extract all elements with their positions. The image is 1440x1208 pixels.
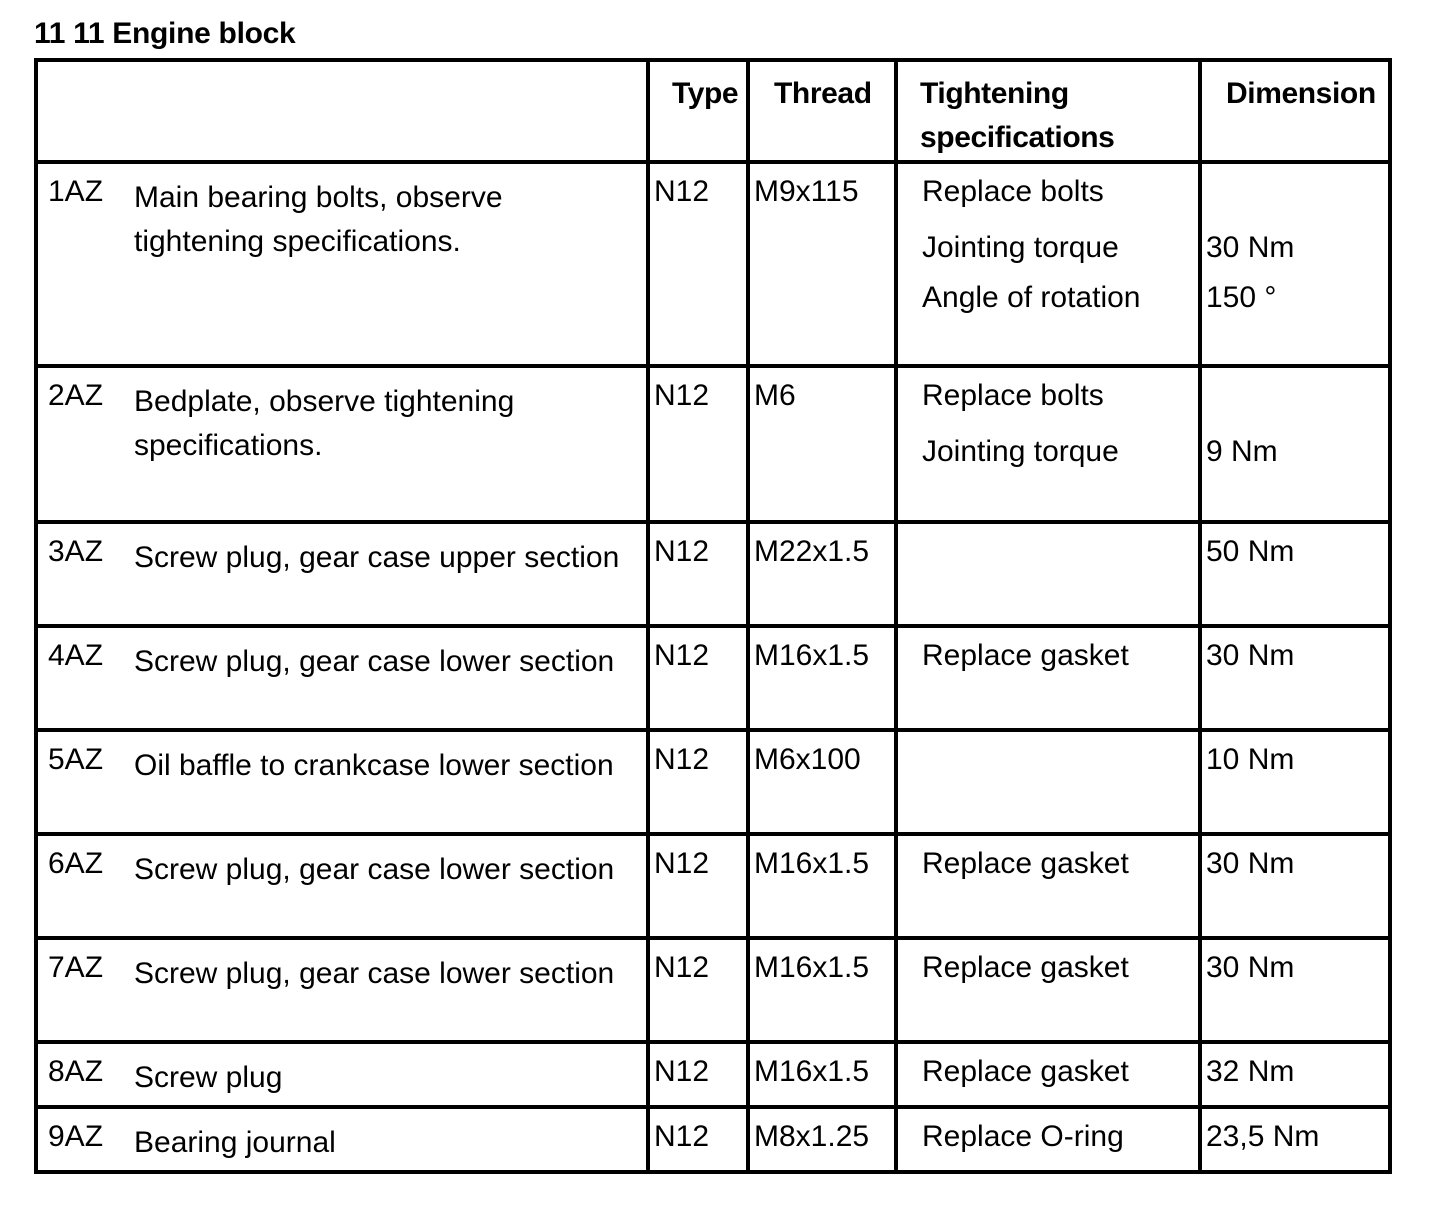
spec-line: Replace bolts (922, 175, 1104, 208)
dimension-cell: 50 Nm (1200, 522, 1390, 626)
header-type: Type (648, 60, 748, 162)
header-tightening (896, 60, 1200, 162)
description-cell (36, 522, 648, 626)
description-cell (36, 366, 648, 522)
item-code: 6AZ (48, 847, 104, 880)
table-row (36, 730, 1390, 834)
header-tightening-line1: Tightening (920, 77, 1069, 110)
spec-line: Replace bolts (922, 379, 1104, 412)
item-description: Screw plug, gear case upper section (134, 541, 620, 574)
item-code: 3AZ (48, 535, 104, 568)
header-tightening-line2: specifications (920, 121, 1115, 154)
dimension-cell: 30 Nm (1200, 834, 1390, 938)
dim-line: 30 Nm (1206, 231, 1295, 264)
header-thread: Thread (748, 60, 896, 162)
item-code: 9AZ (48, 1120, 104, 1153)
thread-cell: M6 (748, 366, 896, 522)
type-cell: N12 (648, 626, 748, 730)
type-cell: N12 (648, 1107, 748, 1172)
engine-block-spec-table (34, 58, 1392, 1174)
thread-cell: M8x1.25 (748, 1107, 896, 1172)
page-title: 11 11 Engine block (34, 17, 296, 50)
spec-line: Jointing torque (922, 435, 1119, 468)
table-row (36, 522, 1390, 626)
description-cell (36, 162, 648, 366)
item-code: 8AZ (48, 1055, 104, 1088)
item-code: 5AZ (48, 743, 104, 776)
type-cell: N12 (648, 522, 748, 626)
dimension-cell: 10 Nm (1200, 730, 1390, 834)
tightening-cell: Replace gasket (896, 938, 1200, 1042)
dim-line (1206, 374, 1388, 430)
item-description: Screw plug, gear case lower section (134, 853, 615, 886)
item-description: Screw plug (134, 1061, 283, 1094)
dim-line (1206, 170, 1388, 226)
item-code: 7AZ (48, 951, 104, 984)
table-row (36, 366, 1390, 522)
table-row (36, 834, 1390, 938)
thread-cell: M16x1.5 (748, 834, 896, 938)
header-dimension: Dimension (1200, 60, 1390, 162)
item-description: Bedplate, observe tightening specifications. (134, 385, 515, 462)
description-cell (36, 730, 648, 834)
thread-cell: M9x115 (748, 162, 896, 366)
item-description: Bearing journal (134, 1126, 336, 1159)
type-cell: N12 (648, 1042, 748, 1107)
table-row (36, 162, 1390, 366)
dim-line: 150 ° (1206, 281, 1277, 314)
table-row (36, 1042, 1390, 1107)
tightening-cell (896, 730, 1200, 834)
item-description: Screw plug, gear case lower section (134, 645, 615, 678)
thread-cell: M16x1.5 (748, 626, 896, 730)
dimension-cell (1200, 162, 1390, 366)
item-code: 2AZ (48, 379, 104, 412)
table-row (36, 938, 1390, 1042)
item-description: Oil baffle to crankcase lower section (134, 749, 614, 782)
item-description: Main bearing bolts, observe tightening specifications. (134, 181, 503, 258)
description-cell (36, 1107, 648, 1172)
tightening-cell: Replace gasket (896, 626, 1200, 730)
spec-line: Angle of rotation (922, 281, 1141, 314)
type-cell: N12 (648, 834, 748, 938)
dimension-cell: 30 Nm (1200, 938, 1390, 1042)
table-row (36, 1107, 1390, 1172)
thread-cell: M16x1.5 (748, 938, 896, 1042)
description-cell (36, 626, 648, 730)
table-row (36, 626, 1390, 730)
tightening-cell (896, 162, 1200, 366)
dim-line: 9 Nm (1206, 435, 1278, 468)
type-cell: N12 (648, 162, 748, 366)
item-description: Screw plug, gear case lower section (134, 957, 615, 990)
dimension-cell (1200, 366, 1390, 522)
type-cell: N12 (648, 730, 748, 834)
thread-cell: M16x1.5 (748, 1042, 896, 1107)
header-description (36, 60, 648, 162)
tightening-cell (896, 522, 1200, 626)
dimension-cell: 30 Nm (1200, 626, 1390, 730)
thread-cell: M22x1.5 (748, 522, 896, 626)
description-cell (36, 1042, 648, 1107)
spec-line: Jointing torque (922, 231, 1119, 264)
type-cell: N12 (648, 938, 748, 1042)
thread-cell: M6x100 (748, 730, 896, 834)
description-cell (36, 938, 648, 1042)
dimension-cell: 23,5 Nm (1200, 1107, 1390, 1172)
tightening-cell: Replace O-ring (896, 1107, 1200, 1172)
tightening-cell: Replace gasket (896, 834, 1200, 938)
type-cell: N12 (648, 366, 748, 522)
dimension-cell: 32 Nm (1200, 1042, 1390, 1107)
tightening-cell: Replace gasket (896, 1042, 1200, 1107)
tightening-cell (896, 366, 1200, 522)
table-header-row (36, 60, 1390, 162)
item-code: 4AZ (48, 639, 104, 672)
description-cell (36, 834, 648, 938)
item-code: 1AZ (48, 175, 104, 208)
